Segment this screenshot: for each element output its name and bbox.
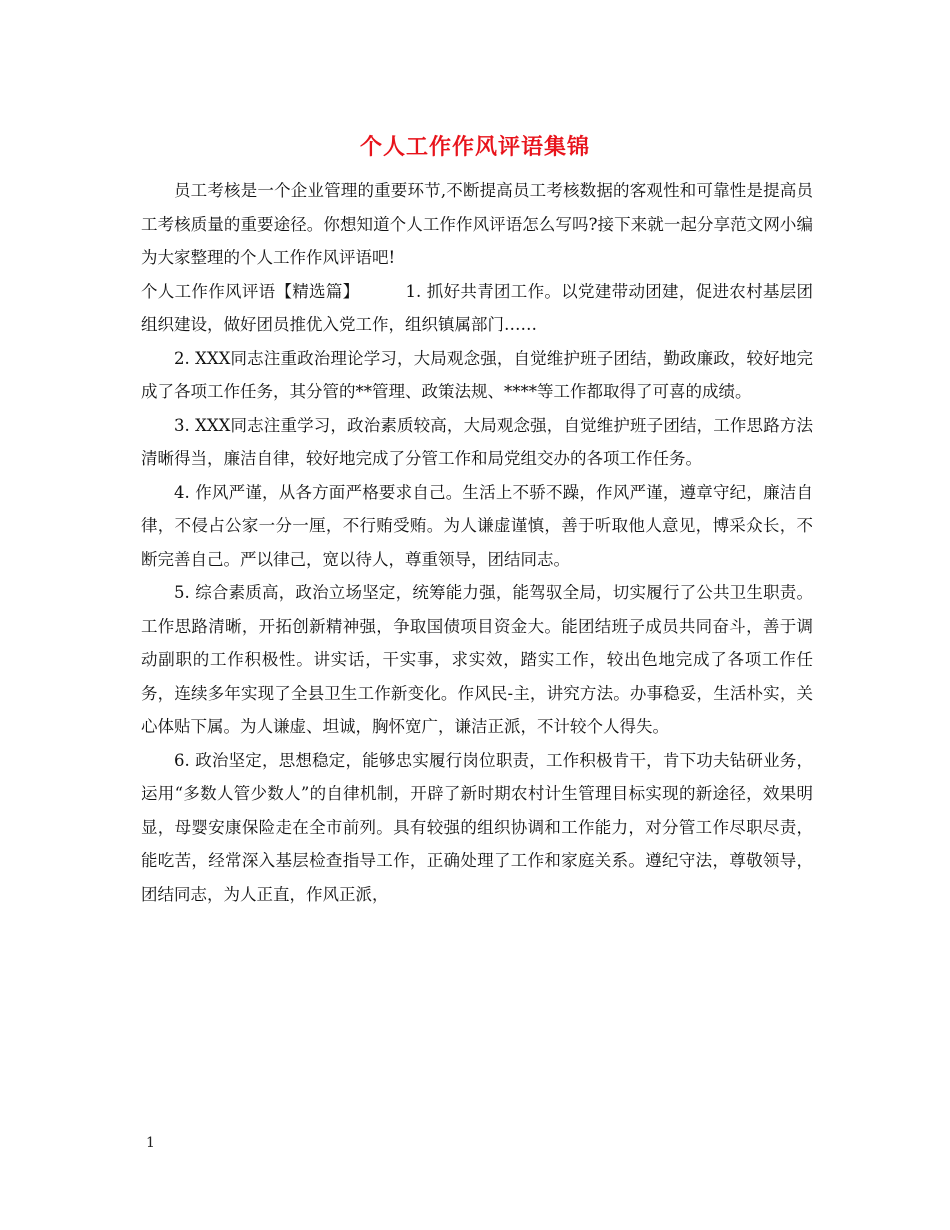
intro-paragraph: 员工考核是一个企业管理的重要环节,不断提高员工考核数据的客观性和可靠性是提高员工考核质量的重要途径。你想知道个人工作作风评语怎么写吗?接下来就一起分享范文网小编为大家整理的个人工作作风评语吧!	[141, 181, 813, 267]
document-title: 个人工作作风评语集锦	[359, 135, 590, 160]
comment-item-5: 5. 综合素质高，政治立场坚定，统筹能力强，能驾驭全局，切实履行了公共卫生职责。工作思路清晰，开拓创新精神强，争取国债项目资金大。能团结班子成员共同奋斗，善于调动副职的工作积极性。讲实话，干实事，求实效，踏实工作，较出色地完成了各项工作任务，连续多年实现了全县卫生工作新变化。作风民-主，讲究方法。办事稳妥，生活朴实，关心体贴下属。为人谦虚、坦诚，胸怀宽广，谦洁正派，不计较个人得失。	[141, 583, 813, 736]
comment-item-6: 6. 政治坚定，思想稳定，能够忠实履行岗位职责，工作积极肯干，肯下功夫钻研业务，运用“多数人管少数人”的自律机制，开辟了新时期农村计生管理目标实现的新途径，效果明显，母婴安康保险走在全市前列。具有较强的组织协调和工作能力，对分管工作尽职尽责，能吃苦，经常深入基层检查指导工作，正确处理了工作和家庭关系。遵纪守法，尊敬领导，团结同志，为人正直，作风正派，	[141, 750, 813, 904]
comment-item-2: 2. XXX同志注重政治理论学习，大局观念强，自觉维护班子团结，勤政廉政，较好地完成了各项工作任务，其分管的**管理、政策法规、****等工作都取得了可喜的成绩。	[141, 348, 813, 401]
document-body	[141, 174, 813, 911]
section-heading: 个人工作作风评语【精选篇】	[141, 281, 360, 301]
comment-item-4: 4. 作风严谨，从各方面严格要求自己。生活上不骄不躁，作风严谨，遵章守纪，廉洁自律，不侵占公家一分一厘，不行贿受贿。为人谦虚谨慎，善于听取他人意见，博采众长，不断完善自己。严以律己，宽以待人，尊重领导，团结同志。	[141, 482, 813, 569]
comment-item-3: 3. XXX同志注重学习，政治素质较高，大局观念强，自觉维护班子团结，工作思路方法清晰得当，廉洁自律，较好地完成了分管工作和局党组交办的各项工作任务。	[141, 415, 813, 468]
section-paragraph	[141, 275, 813, 342]
comment-item-1: 1. 抓好共青团工作。以党建带动团建，促进农村基层团组织建设，做好团员推优入党工作，组织镇属部门……	[141, 281, 813, 334]
page-number: 1	[146, 1135, 155, 1151]
